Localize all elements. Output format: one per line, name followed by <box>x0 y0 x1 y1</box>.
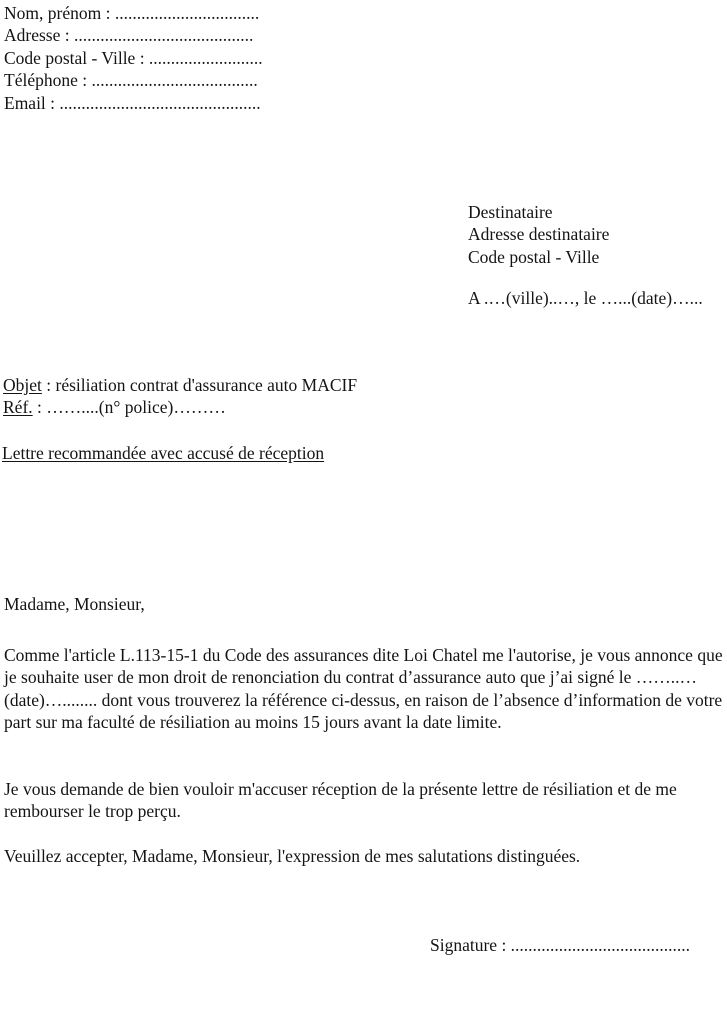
reference-label: Réf. <box>3 397 33 418</box>
signature-line: Signature : ......................................... <box>430 935 691 955</box>
subject-separator: : <box>41 375 56 395</box>
sender-block <box>4 2 263 114</box>
subject-block <box>3 374 357 419</box>
recipient-block <box>468 201 609 268</box>
sender-address-line: Adresse : ......................................... <box>4 25 254 46</box>
recipient-address-line: Adresse destinataire <box>468 224 610 245</box>
body-paragraph-closing: Veuillez accepter, Madame, Monsieur, l'expression de mes salutations distinguées. <box>4 846 581 866</box>
salutation: Madame, Monsieur, <box>4 594 145 614</box>
reference-text: ……....(n° police)……… <box>46 397 226 418</box>
recipient-city-line: Code postal - Ville <box>468 246 600 267</box>
sender-city-line: Code postal - Ville : .......................... <box>4 47 263 68</box>
sender-email-line: Email : .............................................. <box>4 92 261 113</box>
body-paragraph-chatel-law: Comme l'article L.113-15-1 du Code des assurances dite Loi Chatel me l'autorise, je vous annonce que je souhaite user de mon droit de renonciation du contrat d’assurance auto que j’ai signé le ……..…(date)…........ dont vous trouverez la référence ci-dessus, en raison de l’absence d’information de votre part sur ma faculté de résiliation au moins 15 jours avant la date limite. <box>4 645 723 733</box>
sender-name-line: Nom, prénom : ................................. <box>4 3 260 23</box>
registered-mail-notice: Lettre recommandée avec accusé de réception <box>2 443 325 463</box>
recipient-name-line: Destinataire <box>468 202 553 222</box>
place-date-line: A .…(ville)..…, le …...(date)…... <box>468 288 703 308</box>
sender-phone-line: Téléphone : ...................................... <box>4 70 258 91</box>
subject-line <box>3 374 357 396</box>
reference-separator: : <box>32 397 47 418</box>
reference-line <box>3 396 357 418</box>
subject-label: Objet <box>3 375 42 395</box>
subject-text: résiliation contrat d'assurance auto MACIF <box>55 375 358 395</box>
body-paragraph-acknowledgement: Je vous demande de bien vouloir m'accuser réception de la présente lettre de résiliation et de me rembourser le trop perçu. <box>4 779 677 822</box>
